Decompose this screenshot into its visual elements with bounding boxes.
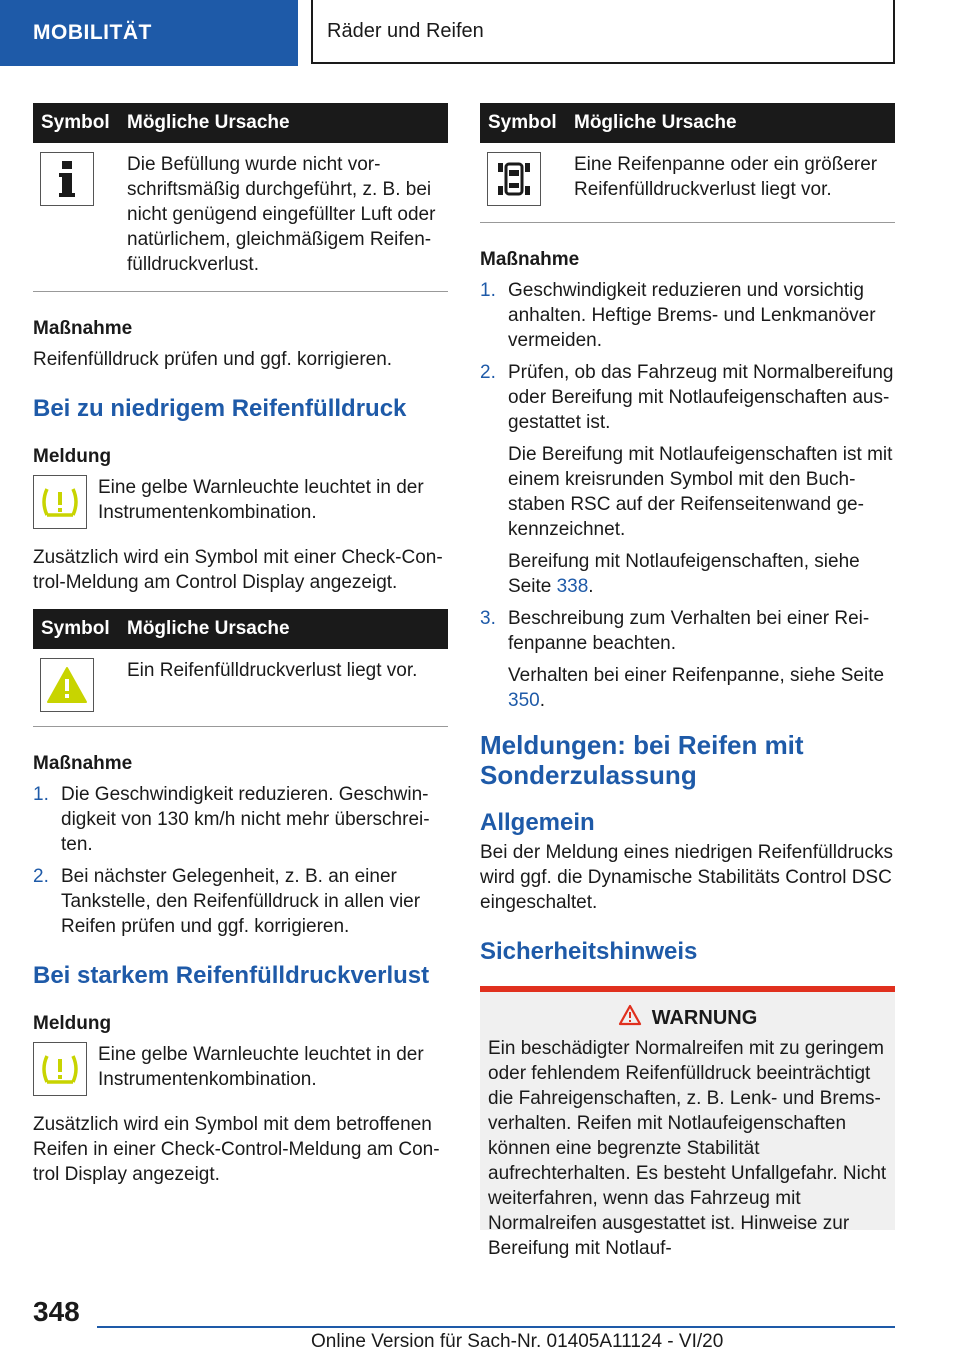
list-item: 1. Geschwindigkeit reduzieren und vorsichtig anhalten. Heftige Brems- und Lenkmanöver vermeiden. [480,280,876,351]
meldung-text: Eine gelbe Warnleuchte leuchtet in der Instrumentenkombination. [98,1044,424,1090]
list-item: 2. Bei nächster Gelegenheit, z. B. an einer Tankstelle, den Reifenfülldruck in allen vier Reifen prüfen und ggf. korrigieren. [33,866,421,937]
warning-box [480,986,895,1259]
meldung-label: Meldung [33,1013,112,1034]
chapter-header [311,0,895,64]
list-item: 2. Prüfen, ob das Fahrzeug mit Normalbereifung oder Bereifung mit Notlaufeigenschaften ausgestattet ist. Die Bereifung mit Notlaufeigenschaften ist mit einem kreisrunden Symbol mit den Buchstaben RSC auf der Reifenseitenwand gekennzeichnet. Bereifung mit Notlaufeigenschaften, siehe Seite 338. [480,362,894,597]
column-symbol: Symbol [41,112,110,133]
massnahme-list [33,782,448,939]
section-title: MOBILITÄT [33,21,152,44]
page-link-338[interactable]: 338 [556,576,589,597]
massnahme-list [480,278,895,720]
table-header [480,103,895,143]
page-number: 348 [33,1296,80,1327]
massnahme-label: Maßnahme [33,318,133,339]
warning-title: WARNUNG [488,1004,887,1032]
heading-sicherheit: Sicherheitshinweis [480,938,698,965]
meldung-label: Meldung [33,446,112,467]
column-cause: Mögliche Ursache [127,618,290,639]
chapter-title: Räder und Reifen [327,19,484,42]
massnahme-label: Maßnahme [480,249,580,270]
warning-text: Ein beschädigter Normalreifen mit zu geringem oder fehlendem Reifenfülldruck beeinträchtigt die Fahreigenschaften, z. B. Lenk- und Bremsverhalten. Reifen mit Notlaufeigenschaften können eine begrenzte Stabilität aufrechterhalten. Es besteht Unfallgefahr. Nicht weiterfahren, wenn das Fahrzeug mit Normalreifen ausgestattet ist. Hinweise zur Bereifung mit Notlauf- [488,1038,887,1259]
footer-divider [97,1326,895,1328]
table-row [33,649,448,727]
heading-strong-loss: Bei starkem Reifenfülldruckverlust [33,962,430,989]
tire-pressure-warning-icon [33,475,87,529]
cause-text: Die Befüllung wurde nicht vorschriftsmäßig durchgeführt, z. B. bei nicht genügend eingefüllter Luft oder natürlichem, gleichmäßigem Reifenfülldruckverlust. [127,154,436,275]
message-block [33,475,448,529]
column-symbol: Symbol [488,112,557,133]
right-column [480,103,895,1259]
section-tab [0,0,298,66]
list-item: 3. Beschreibung zum Verhalten bei einer Reifenpanne beachten. Verhalten bei einer Reifenpanne, siehe Seite 350. [480,608,885,711]
tire-pressure-warning-icon [33,1042,87,1096]
table-header [33,103,448,143]
car-tire-icon [487,152,541,206]
meldung-text: Eine gelbe Warnleuchte leuchtet in der Instrumentenkombination. [98,477,424,523]
info-icon [40,152,94,206]
page-link-350[interactable]: 350 [508,690,540,711]
column-cause: Mögliche Ursache [127,112,290,133]
column-cause: Mögliche Ursache [574,112,737,133]
zusatz-text: Zusätzlich wird ein Symbol mit einer Check-Control-Meldung am Control Display angezeigt. [33,547,443,593]
heading-special-tires: Meldungen: bei Reifen mit Sonderzulassung [480,730,804,790]
allgemein-text: Bei der Meldung eines niedrigen Reifenfülldrucks wird ggf. die Dynamische Stabilitäts Control DSC eingeschaltet. [480,842,893,913]
cause-text: Ein Reifenfülldruckverlust liegt vor. [127,660,418,681]
massnahme-label: Maßnahme [33,753,133,774]
warning-triangle-icon [40,658,94,712]
cause-text: Eine Reifenpanne oder ein größerer Reifenfülldruckverlust liegt vor. [574,154,878,200]
table-row [480,143,895,223]
footer-online-version: Online Version für Sach-Nr. 01405A11124 - VI/20 [311,1331,724,1352]
list-item: 1. Die Geschwindigkeit reduzieren. Geschwindigkeit von 130 km/h nicht mehr überschreiten. [33,784,430,855]
zusatz-text: Zusätzlich wird ein Symbol mit dem betroffenen Reifen in einer Check-Control-Meldung am Control Display angezeigt. [33,1114,440,1185]
column-symbol: Symbol [41,618,110,639]
heading-allgemein: Allgemein [480,809,595,836]
table-row [33,143,448,292]
table-header [33,609,448,649]
message-block [33,1042,448,1096]
left-column [33,103,448,1187]
massnahme-text: Reifenfülldruck prüfen und ggf. korrigieren. [33,349,393,370]
heading-low-pressure: Bei zu niedrigem Reifenfülldruck [33,395,407,422]
warning-triangle-icon [618,1004,642,1032]
